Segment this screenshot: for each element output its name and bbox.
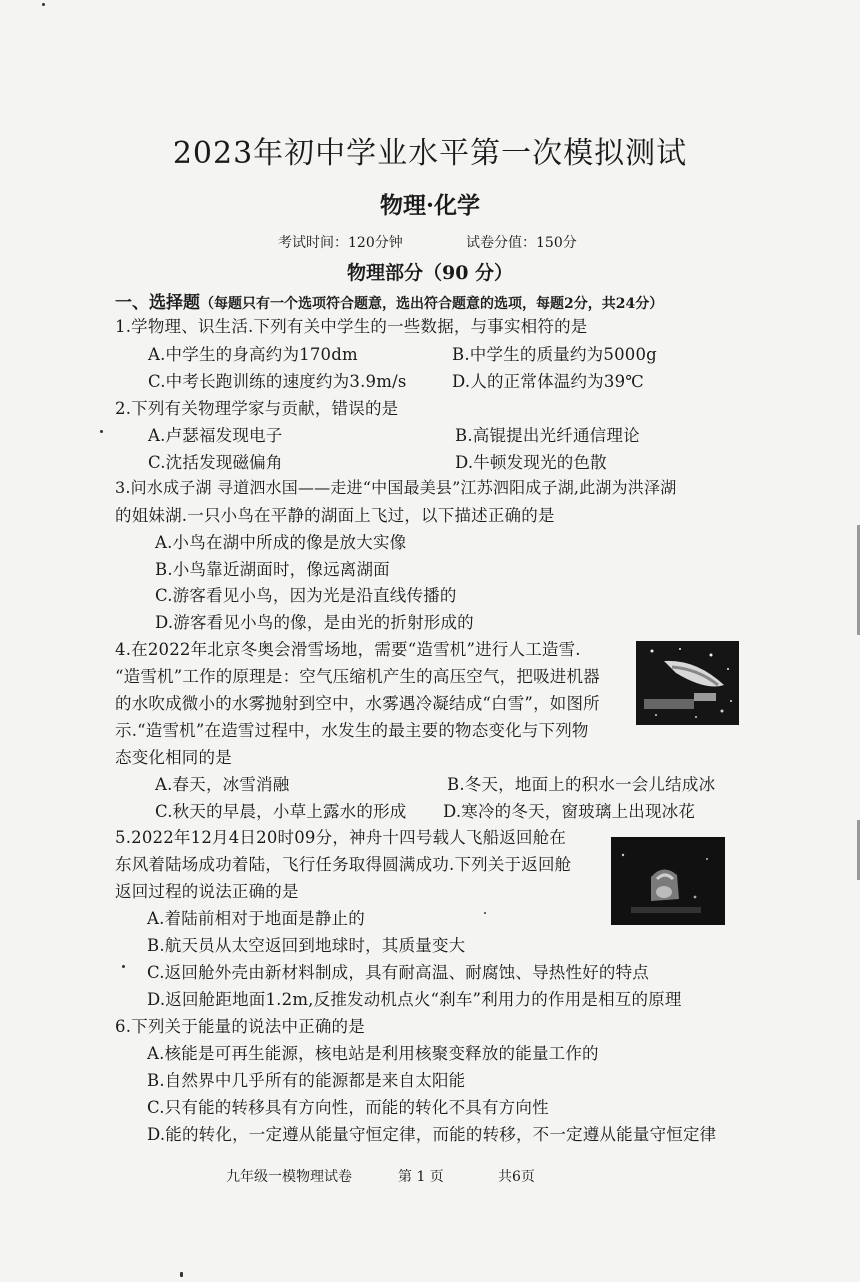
q1-option-a: A.中学生的身高约为170dm [148, 345, 358, 364]
q6-option-b: B.自然界中几乎所有的能源都是来自太阳能 [147, 1071, 466, 1090]
snow-machine-image [636, 641, 739, 725]
part-title: 物理部分（90 分） [346, 262, 514, 284]
q1-option-d: D.人的正常体温约为39℃ [452, 372, 644, 391]
section-heading-label: 一、选择题 [115, 293, 200, 313]
scan-dot [180, 1272, 183, 1277]
q2-option-b: B.高锟提出光纤通信理论 [455, 426, 640, 445]
scan-dot [484, 912, 486, 914]
q3-option-c: C.游客看见小鸟，因为光是沿直线传播的 [155, 586, 457, 605]
section-instruction: （每题只有一个选项符合题意，选出符合题意的选项，每题2分，共24分） [200, 296, 664, 312]
q4-option-c: C.秋天的早晨，小草上露水的形成 [155, 802, 407, 821]
q3-option-b: B.小鸟靠近湖面时，像远离湖面 [155, 560, 390, 579]
q5-option-d: D.返回舱距地面1.2m,反推发动机点火“刹车”利用力的作用是相互的原理 [147, 990, 682, 1009]
q6-option-c: C.只有能的转移具有方向性，而能的转化不具有方向性 [147, 1098, 549, 1117]
q5-option-a: A.着陆前相对于地面是静止的 [147, 909, 365, 928]
scan-dot [100, 430, 103, 433]
q4-option-a: A.春天，冰雪消融 [155, 775, 290, 794]
scan-dot [122, 965, 125, 968]
q1-stem: 1.学物理、识生活.下列有关中学生的一些数据，与事实相符的是 [115, 317, 588, 336]
footer-page-number: 第 1 页 [398, 1169, 444, 1185]
footer-page-total: 共6页 [498, 1169, 535, 1185]
q4-stem-line4: 示.“造雪机”在造雪过程中，水发生的最主要的物态变化与下列物 [115, 721, 589, 740]
q3-option-d: D.游客看见小鸟的像，是由光的折射形成的 [155, 613, 474, 632]
scan-dot [42, 3, 45, 6]
q2-option-d: D.牛顿发现光的色散 [455, 453, 607, 472]
q6-option-d: D.能的转化，一定遵从能量守恒定律，而能的转移，不一定遵从能量守恒定律 [147, 1125, 717, 1144]
q3-stem-line1: 3.问水成子湖 寻道泗水国——走进“中国最美县”江苏泗阳成子湖,此湖为洪泽湖 [115, 478, 677, 497]
q2-stem: 2.下列有关物理学家与贡献，错误的是 [115, 399, 399, 418]
q1-option-c: C.中考长跑训练的速度约为3.9m/s [148, 372, 407, 391]
q6-stem: 6.下列关于能量的说法中正确的是 [115, 1017, 365, 1036]
q4-stem-line3: 的水吹成微小的水雾抛射到空中，水雾遇冷凝结成“白雪”，如图所 [115, 694, 600, 713]
q5-option-c: C.返回舱外壳由新材料制成，具有耐高温、耐腐蚀、导热性好的特点 [147, 963, 649, 982]
q5-stem-line1: 5.2022年12月4日20时09分，神舟十四号载人飞船返回舱在 [115, 828, 567, 847]
q4-option-d: D.寒冷的冬天，窗玻璃上出现冰花 [443, 802, 696, 821]
return-capsule-image [611, 837, 725, 925]
q2-option-c: C.沈括发现磁偏角 [148, 453, 283, 472]
q5-option-b: B.航天员从太空返回到地球时，其质量变大 [147, 936, 466, 955]
q4-stem-line2: “造雪机”工作的原理是：空气压缩机产生的高压空气，把吸进机器 [115, 667, 600, 686]
q1-option-b: B.中学生的质量约为5000g [452, 345, 657, 364]
q4-stem-line5: 态变化相同的是 [115, 748, 232, 767]
total-score: 试卷分值：150分 [466, 235, 577, 251]
subject-title: 物理·化学 [379, 192, 480, 219]
q5-stem-line3: 返回过程的说法正确的是 [115, 882, 299, 901]
q2-option-a: A.卢瑟福发现电子 [148, 426, 283, 445]
q6-option-a: A.核能是可再生能源，核电站是利用核聚变释放的能量工作的 [147, 1044, 599, 1063]
footer-paper-name: 九年级一模物理试卷 [226, 1169, 352, 1185]
snow-machine-photo [636, 641, 739, 725]
q4-stem-line1: 4.在2022年北京冬奥会滑雪场地，需要“造雪机”进行人工造雪. [115, 640, 581, 659]
exam-time: 考试时间：120分钟 [278, 235, 403, 251]
section-heading [115, 288, 663, 313]
q3-option-a: A.小鸟在湖中所成的像是放大实像 [155, 533, 407, 552]
q4-option-b: B.冬天，地面上的积水一会儿结成冰 [447, 775, 716, 794]
q3-stem-line2: 的姐妹湖.一只小鸟在平静的湖面上飞过，以下描述正确的是 [115, 506, 555, 525]
exam-title: 2023年初中学业水平第一次模拟测试 [172, 136, 688, 171]
q5-stem-line2: 东风着陆场成功着陆，飞行任务取得圆满成功.下列关于返回舱 [115, 855, 572, 874]
return-capsule-photo [611, 837, 725, 925]
